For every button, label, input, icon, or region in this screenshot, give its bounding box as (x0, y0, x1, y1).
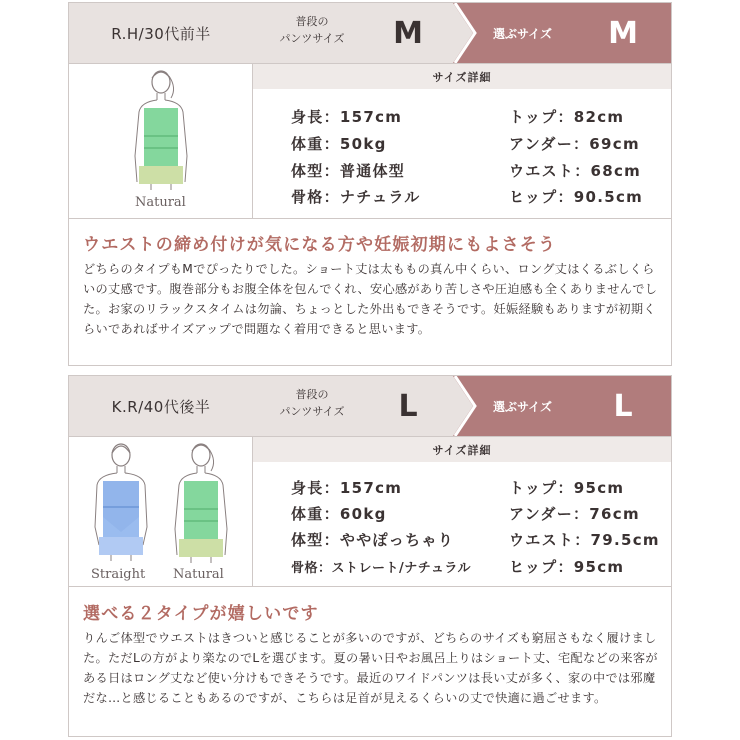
size-details (253, 63, 671, 218)
chosen-size-label: 選ぶサイズ (493, 26, 553, 41)
reviewer-name: R.H/30代前半 (69, 3, 253, 63)
body-type-illustration (69, 63, 253, 218)
body-type-illustration (69, 436, 253, 586)
review-card-1 (68, 2, 672, 366)
usual-size-box (253, 376, 471, 436)
body-type-row: 体型：普通体型 (291, 162, 406, 180)
size-header (69, 3, 671, 63)
figure-caption: Natural (135, 195, 186, 210)
hip-row: ヒップ：95cm (509, 558, 625, 576)
review-body: どちらのタイプもMでぴったりでした。ショート丈は太ももの真ん中くらい、ロング丈はくるぶしくらいの丈感です。腹巻部分もお腹全体を包んでくれ、安心感があり苦しさや圧迫感も全くありませんでした。お家のリラックスタイムは勿論、ちょっとした外出もできそうです。妊娠経験もありますが初期くらいであればサイズアップで問題なく着用できると思います。 (83, 262, 658, 336)
body-type-row: 体型：ややぽっちゃり (291, 531, 455, 549)
reviewer-name: K.R/40代後半 (69, 376, 253, 436)
usual-size-box (253, 3, 471, 63)
usual-size-value: L (398, 388, 418, 424)
usual-size-value: M (393, 15, 423, 51)
waist-row: ウエスト：68cm (509, 162, 642, 180)
height-row: 身長：157cm (291, 479, 403, 497)
height-row: 身長：157cm (291, 108, 403, 126)
figure-caption-straight: Straight (91, 567, 146, 582)
usual-size-label: 普段の パンツサイズ (279, 15, 345, 45)
chosen-size-box (453, 376, 671, 436)
details-header: サイズ詳細 (253, 64, 671, 89)
arrow-chevron-icon (453, 376, 479, 436)
review-title: 選べる２タイプが嬉しいです (83, 604, 319, 624)
hip-row: ヒップ：90.5cm (509, 188, 644, 206)
size-details (253, 436, 671, 586)
chosen-size-box (453, 3, 671, 63)
straight-figure-image (69, 437, 161, 587)
review-card-2 (68, 375, 672, 737)
chosen-size-value: M (608, 15, 638, 51)
top-row: トップ：95cm (509, 479, 625, 497)
review-section (69, 586, 671, 736)
usual-size-label: 普段の パンツサイズ (279, 388, 345, 418)
frame-row: 骨格：ストレート/ナチュラル (291, 561, 471, 576)
top-row: トップ：82cm (509, 108, 625, 126)
size-header (69, 376, 671, 436)
under-row: アンダー：69cm (509, 135, 640, 153)
under-row: アンダー：76cm (509, 505, 640, 523)
natural-figure-image (161, 437, 253, 587)
weight-row: 体重：50kg (291, 135, 387, 153)
review-title: ウエストの締め付けが気になる方や妊娠初期にもよさそう (83, 235, 557, 255)
chosen-size-value: L (613, 388, 633, 424)
frame-row: 骨格：ナチュラル (291, 188, 421, 206)
review-body: りんご体型でウエストはきついと感じることが多いのですが、どちらのサイズも窮屈さもなく履けました。ただLの方がより楽なのでLを選びます。夏の暑い日やお風呂上りはショート丈、宅配などの来客がある日はロング丈など使い分けもできそうです。最近のワイドパンツは長い丈が多く、家の中では邪魔だな…と感じることもあるのですが、こちらは足首が見えるくらいの丈で快適に過ごせます。 (83, 631, 658, 705)
details-header: サイズ詳細 (253, 437, 671, 462)
chosen-size-label: 選ぶサイズ (493, 399, 553, 414)
waist-row: ウエスト：79.5cm (509, 531, 660, 549)
review-section (69, 218, 671, 366)
arrow-chevron-icon (453, 3, 479, 63)
figure-caption-natural: Natural (173, 567, 224, 582)
weight-row: 体重：60kg (291, 505, 387, 523)
